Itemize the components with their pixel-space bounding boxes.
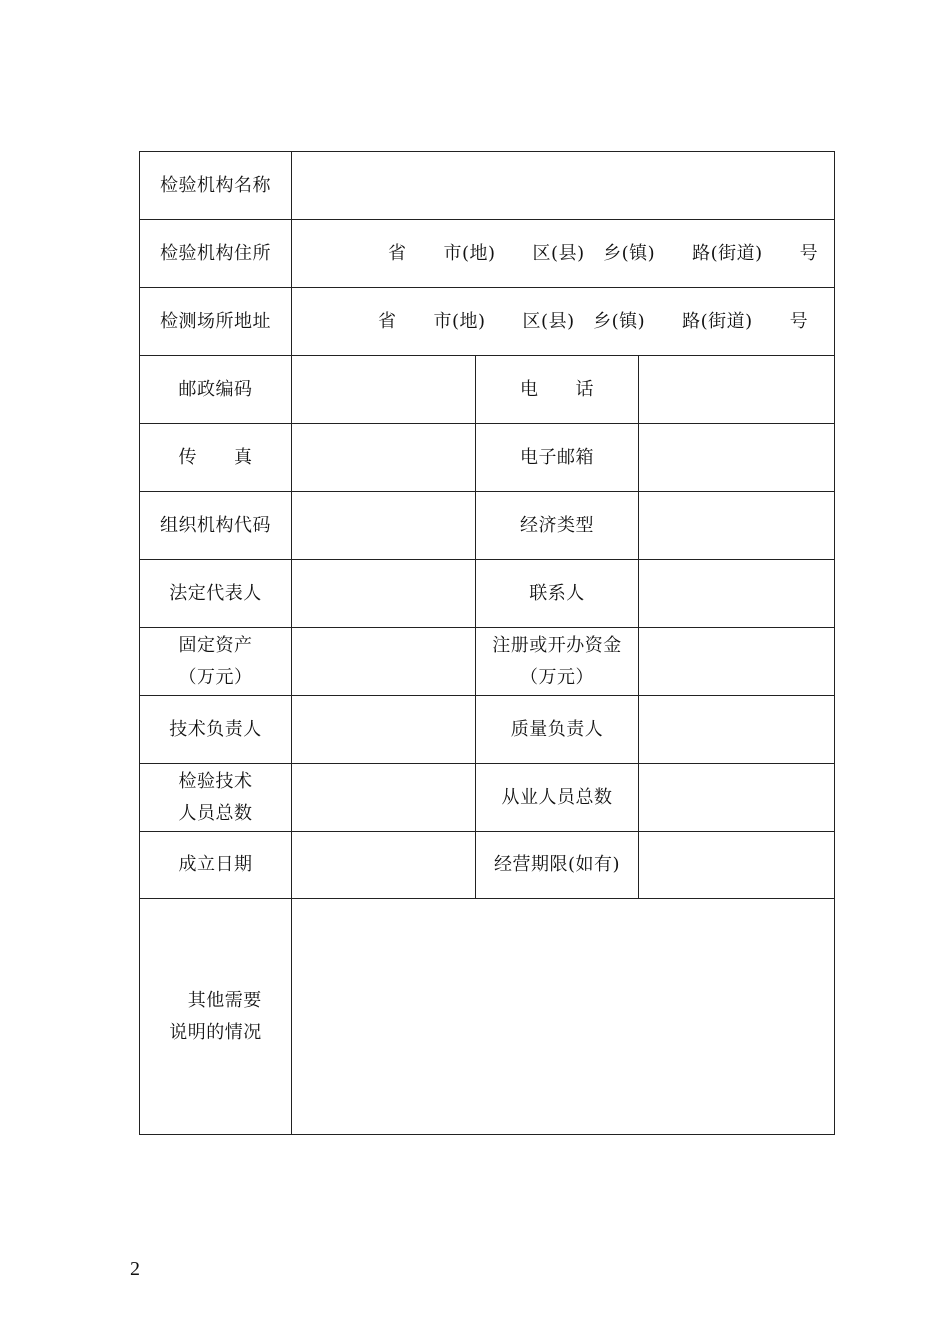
other-notes-field[interactable] (292, 899, 834, 1134)
registered-capital-text: 注册或开办资金 (492, 634, 622, 656)
other-notes-line1: 其他需要 (169, 989, 262, 1011)
institution-name-label: 检验机构名称 (160, 174, 271, 196)
testing-site-field[interactable]: 省 市(地) 区(县) 乡(镇) 路(街道) 号 (378, 310, 809, 332)
registered-capital-label (476, 628, 638, 695)
economic-type-label: 经济类型 (520, 514, 594, 536)
institution-address-field[interactable]: 省 市(地) 区(县) 乡(镇) 路(街道) 号 (388, 242, 819, 264)
contact-field[interactable] (639, 560, 834, 627)
institution-info-form (139, 151, 835, 1135)
inspection-staff-line2: 人员总数 (178, 802, 253, 824)
page-number: 2 (130, 1258, 140, 1280)
founding-date-field[interactable] (292, 832, 475, 898)
institution-address-label: 检验机构住所 (160, 242, 271, 264)
tech-lead-field[interactable] (292, 696, 475, 763)
phone-label: 电 话 (520, 378, 594, 400)
postal-code-label: 邮政编码 (178, 378, 253, 400)
legal-rep-field[interactable] (292, 560, 475, 627)
org-code-field[interactable] (292, 492, 475, 559)
registered-capital-unit: （万元） (520, 666, 594, 688)
testing-site-label: 检测场所地址 (160, 310, 271, 332)
org-code-label: 组织机构代码 (160, 514, 271, 536)
fixed-assets-text: 固定资产 (178, 634, 253, 656)
tech-lead-label: 技术负责人 (169, 718, 262, 740)
total-staff-field[interactable] (639, 764, 834, 831)
institution-name-field[interactable] (292, 152, 834, 219)
other-notes-line2: 说明的情况 (169, 1021, 262, 1043)
phone-field[interactable] (639, 356, 834, 423)
business-term-label: 经营期限(如有) (493, 854, 621, 875)
economic-type-field[interactable] (639, 492, 834, 559)
total-staff-label: 从业人员总数 (501, 786, 613, 808)
contact-label: 联系人 (529, 582, 585, 604)
business-term-field[interactable] (639, 832, 834, 898)
quality-lead-label: 质量负责人 (510, 718, 604, 740)
fixed-assets-unit: （万元） (178, 666, 253, 688)
founding-date-label: 成立日期 (178, 854, 253, 875)
inspection-staff-label (140, 764, 291, 831)
fixed-assets-field[interactable] (292, 628, 475, 695)
registered-capital-field[interactable] (639, 628, 834, 695)
inspection-staff-field[interactable] (292, 764, 475, 831)
email-label: 电子邮箱 (520, 446, 594, 468)
legal-rep-label: 法定代表人 (169, 582, 262, 604)
quality-lead-field[interactable] (639, 696, 834, 763)
inspection-staff-line1: 检验技术 (178, 770, 253, 792)
email-field[interactable] (639, 424, 834, 491)
postal-code-field[interactable] (292, 356, 475, 423)
fixed-assets-label (140, 628, 291, 695)
fax-field[interactable] (292, 424, 475, 491)
fax-label: 传 真 (178, 446, 253, 468)
other-notes-label (140, 899, 291, 1134)
